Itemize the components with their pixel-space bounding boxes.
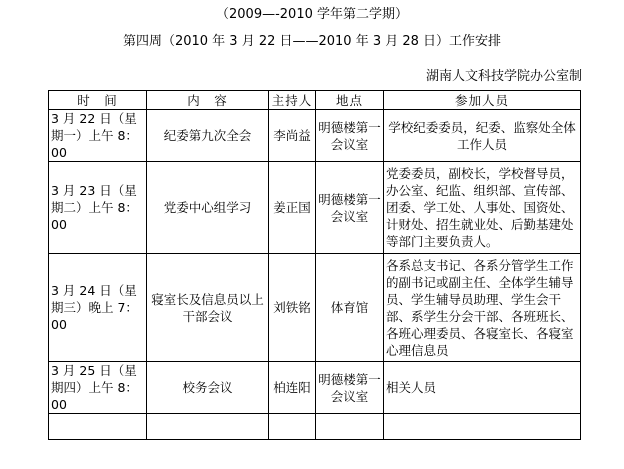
table-row [49, 362, 581, 414]
table-row [49, 414, 581, 440]
org-name: 湖南人文科技学院办公室制 [425, 69, 582, 84]
cell-content [147, 414, 269, 440]
cell-time: 3 月 25 日（星期四）上午 8：00 [49, 362, 147, 414]
cell-place: 明德楼第一会议室 [316, 362, 384, 414]
cell-host: 姜正国 [269, 162, 316, 254]
table-row [49, 254, 581, 362]
col-header-place: 地点 [316, 91, 384, 110]
table-row [49, 162, 581, 254]
cell-time: 3 月 24 日（星期三）晚上 7：00 [49, 254, 147, 362]
cell-host [269, 414, 316, 440]
col-header-host: 主持人 [269, 91, 316, 110]
cell-participants: 学校纪委委员，纪委、监察处全体工作人员 [384, 110, 581, 162]
cell-place: 体育馆 [316, 254, 384, 362]
cell-participants: 各系总支书记、各系分管学生工作的副书记或副主任、全体学生辅导员、学生辅导员助理、学生会干部、系学生分会干部、各班班长、各班心理委员、各寝室长、各寝室心理信息员 [384, 254, 581, 362]
cell-host: 李尚益 [269, 110, 316, 162]
cell-participants: 相关人员 [384, 362, 581, 414]
col-header-content: 内 容 [147, 91, 269, 110]
table-row [49, 110, 581, 162]
cell-time: 3 月 23 日（星期二）上午 8：00 [49, 162, 147, 254]
cell-content: 寝室长及信息员以上干部会议 [147, 254, 269, 362]
cell-content: 党委中心组学习 [147, 162, 269, 254]
cell-time: 3 月 22 日（星期一）上午 8：00 [49, 110, 147, 162]
term-title: （2009—-2010 学年第二学期） [216, 7, 408, 22]
header-row [49, 91, 581, 110]
cell-content: 校务会议 [147, 362, 269, 414]
col-header-participants: 参加人员 [384, 91, 581, 110]
col-header-time: 时 间 [49, 91, 147, 110]
cell-place: 明德楼第一会议室 [316, 110, 384, 162]
cell-place [316, 414, 384, 440]
week-title: 第四周（2010 年 3 月 22 日——2010 年 3 月 28 日）工作安排 [122, 34, 502, 49]
cell-place: 明德楼第一会议室 [316, 162, 384, 254]
cell-host: 柏连阳 [269, 362, 316, 414]
cell-host: 刘铁铭 [269, 254, 316, 362]
cell-content: 纪委第九次全会 [147, 110, 269, 162]
schedule-table [48, 90, 581, 440]
cell-participants [384, 414, 581, 440]
cell-time [49, 414, 147, 440]
cell-participants: 党委委员，副校长，学校督导员，办公室、纪监、组织部、宣传部、团委、学工处、人事处、国资处、计财处、招生就业处、后勤基建处等部门主要负责人。 [384, 162, 581, 254]
